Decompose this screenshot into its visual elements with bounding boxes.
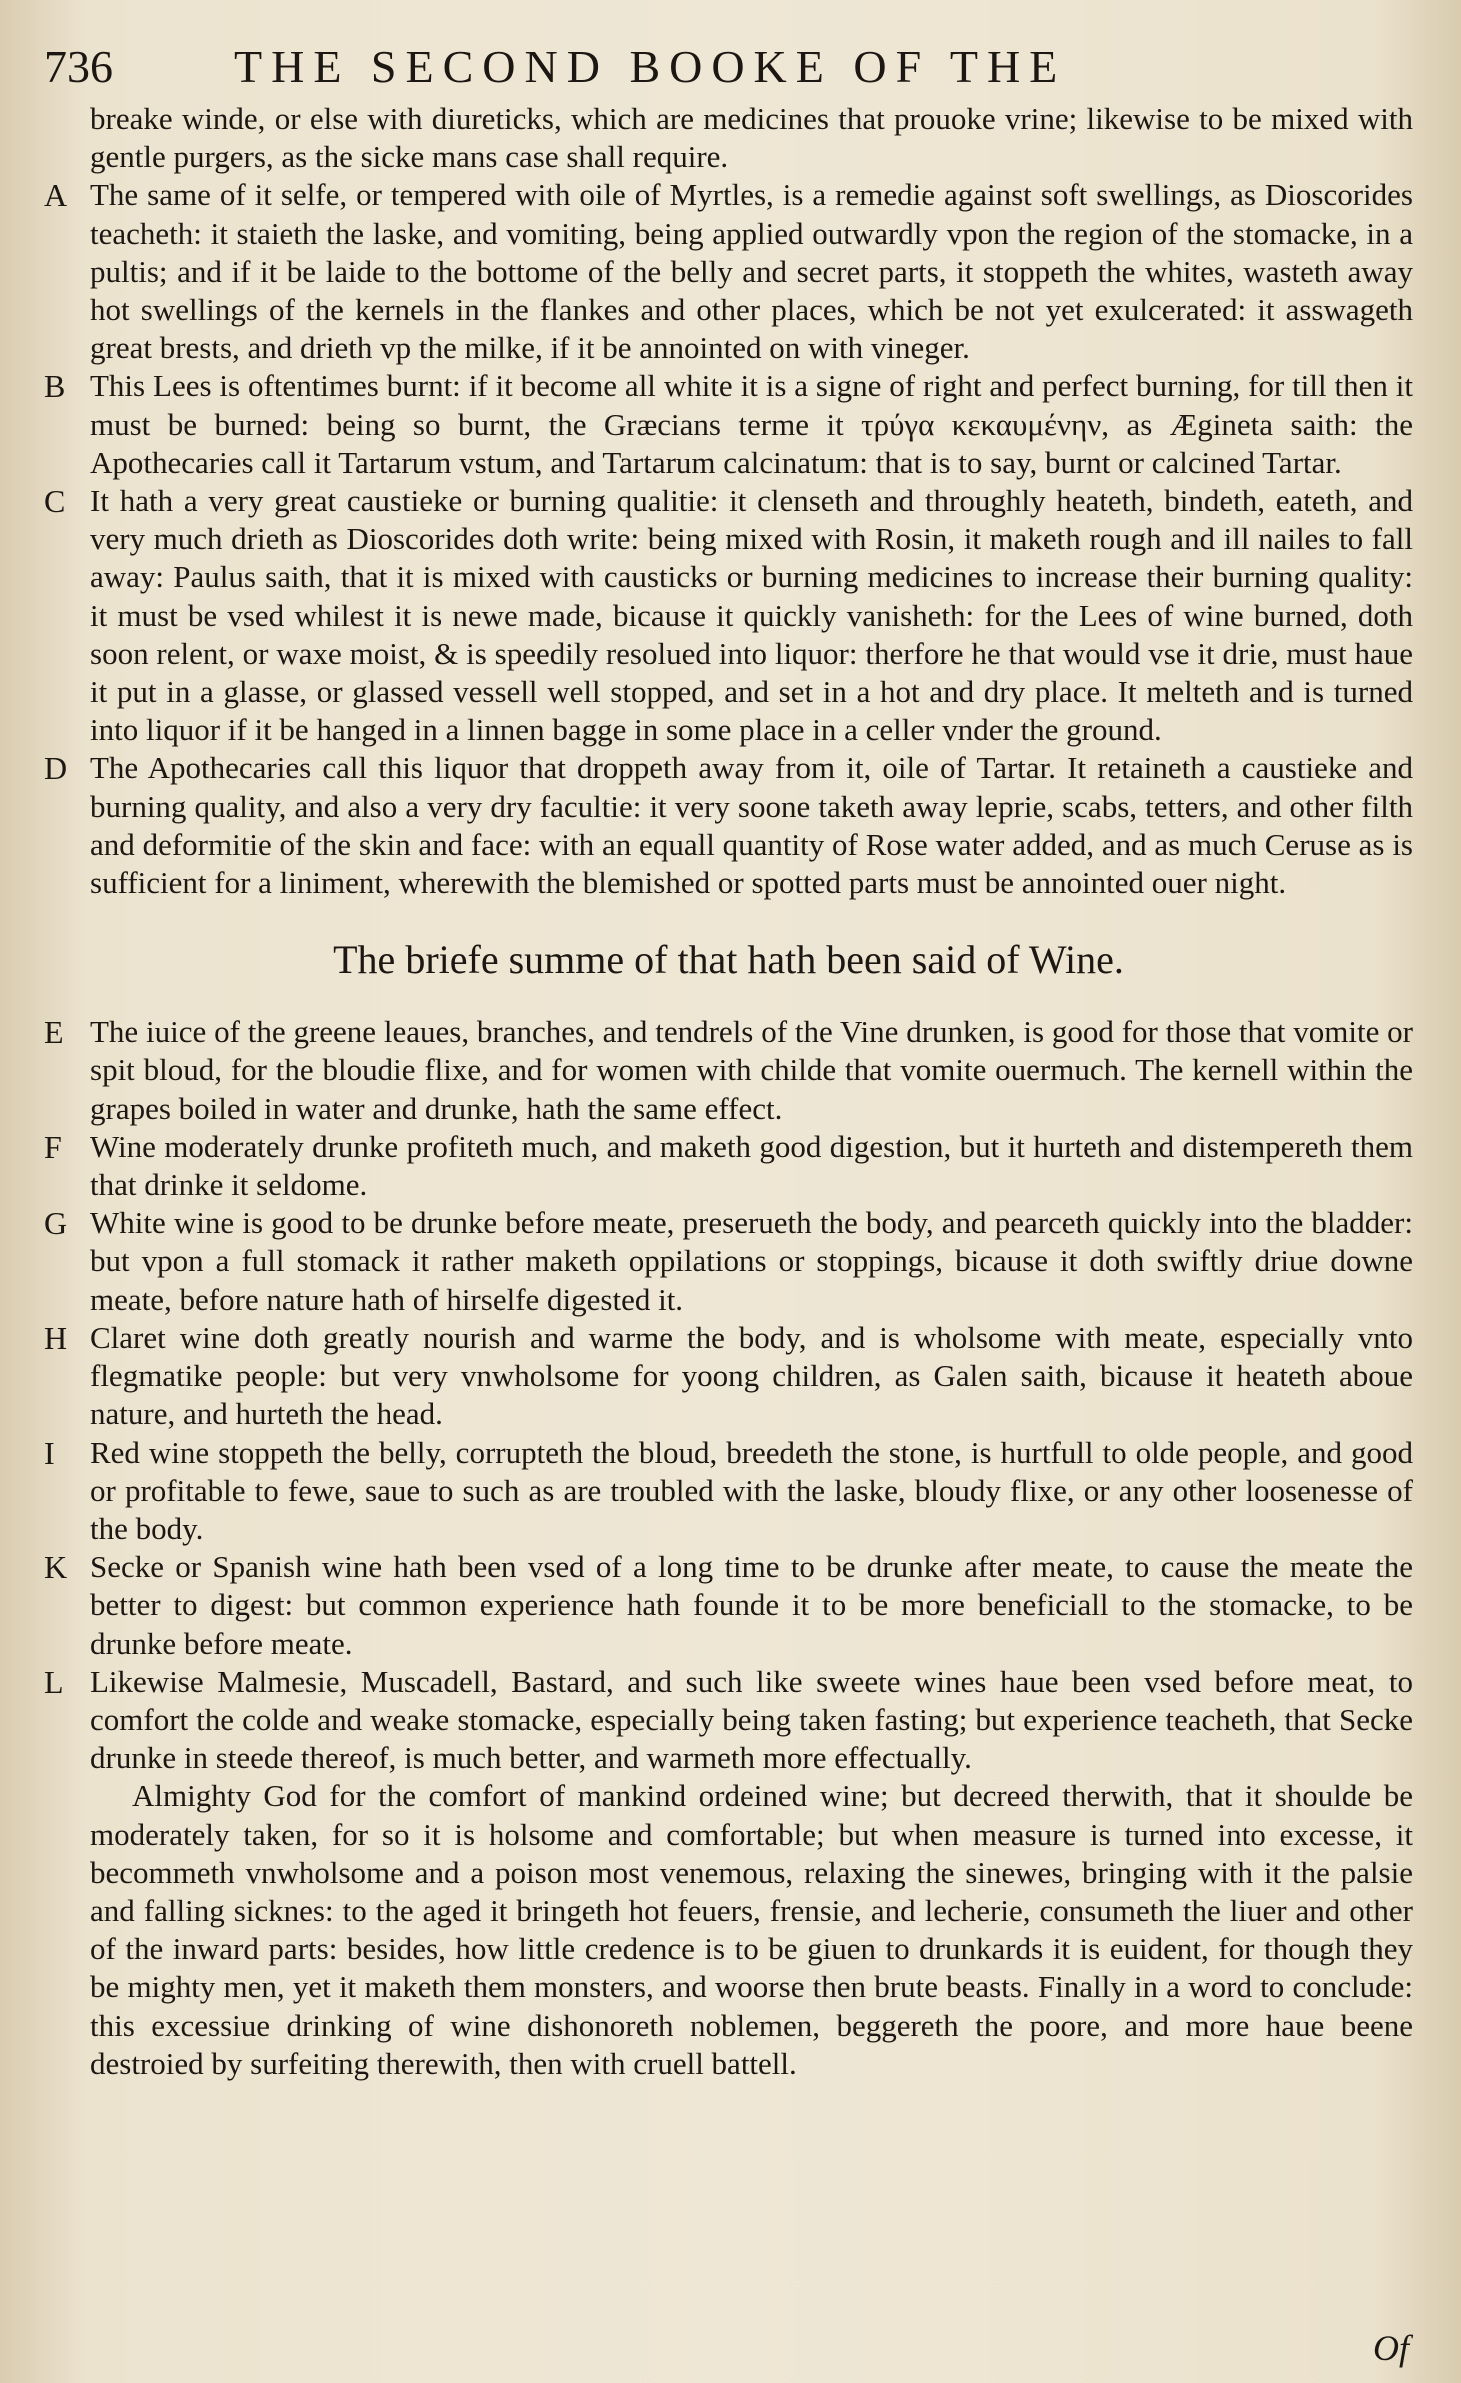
margin-letter: A	[44, 177, 68, 214]
paragraph-text: The Apothecaries call this liquor that droppeth away from it, oile of Tartar. It retaineth a caustieke and burning quality, and also a very dry facultie: it very soone taketh away leprie, scabs, tetters, and other filth and deformitie of the skin and face: with an equall quantity of Rose water added, and as much Ceruse as is sufficient for a liniment, wherewith the blemished or spotted parts must be annointed ouer night.	[90, 750, 1413, 901]
header-title: THE SECOND BOOKE OF THE	[234, 41, 1067, 92]
paragraph-text: breake winde, or else with diureticks, which are medicines that prouoke vrine; likewise to be mixed with gentle purgers, as the sicke mans case shall require.	[90, 101, 1413, 175]
catchword: Of	[1373, 2328, 1409, 2368]
closing-paragraph: Almighty God for the comfort of mankind ordeined wine; but decreed therwith, that it shoulde be moderately taken, for so it is holsome and comfortable; but when measure is turned into excesse, it becommeth vnwholsome and a poison most venemous, relaxing the sinewes, bringing with it the palsie and falling sicknes: to the aged it bringeth hot feuers, frensie, and lecherie, consumeth the liuer and other of the inward parts: besides, how little credence is to be giuen to drunkards it is euident, for though they be mighty men, yet it maketh them monsters, and woorse then brute beasts. Finally in a word to conclude: this excessiue drinking of wine dishonoreth noblemen, beggereth the poore, and more haue beene destroied by surfeiting therewith, then with cruell battell.	[90, 1778, 1413, 2081]
summary-section	[44, 1013, 1413, 2083]
paragraph-text: The iuice of the greene leaues, branches, and tendrels of the Vine drunken, is good for those that vomite or spit bloud, for the bloudie flixe, and for women with childe that vomite ouermuch. The kernell within the grapes boiled in water and drunke, hath the same effect.	[90, 1014, 1413, 1126]
margin-letter: H	[44, 1319, 68, 1356]
paragraph	[44, 176, 1413, 367]
paragraph-text: It hath a very great caustieke or burning qualitie: it clenseth and throughly heateth, bindeth, eateth, and very much drieth as Dioscorides doth write: being mixed with Rosin, it maketh rough and ill nailes to fall away: Paulus saith, that it is mixed with causticks or burning medicines to increase their burning quality: it must be vsed whilest it is newe made, bicause it quickly vanisheth: for the Lees of wine burned, doth soon relent, or waxe moist, & is speedily resolued into liquor: therfore he that would vse it drie, must haue it put in a glasse, or glassed vessell well stopped, and set in a hot and dry place. It melteth and is turned into liquor if it be hanged in a linnen bagge in some place in a celler vnder the ground.	[90, 483, 1413, 748]
paragraph	[44, 1128, 1413, 1204]
paragraph	[44, 1013, 1413, 1128]
margin-letter: F	[44, 1128, 62, 1165]
paragraph	[44, 367, 1413, 482]
section-title: The briefe summe of that hath been said of Wine.	[333, 937, 1124, 983]
margin-letter: G	[44, 1205, 68, 1242]
margin-letter: L	[44, 1663, 64, 1700]
paragraph	[44, 1319, 1413, 1434]
running-head	[44, 40, 1413, 100]
page-number: 736	[44, 41, 113, 92]
paragraph	[44, 1434, 1413, 1549]
margin-letter: K	[44, 1549, 68, 1586]
paragraph	[44, 1663, 1413, 1778]
paragraph	[48, 100, 1413, 176]
paragraph-text: White wine is good to be drunke before meate, preserueth the body, and pearceth quickly into the bladder: but vpon a full stomack it rather maketh oppilations or stoppings, bicause it doth swiftly driue downe meate, before nature hath of hirselfe digested it.	[90, 1205, 1413, 1317]
paragraph	[44, 1204, 1413, 1319]
margin-letter: I	[44, 1434, 55, 1471]
paragraph	[44, 1548, 1413, 1663]
top-section	[44, 100, 1413, 902]
margin-letter: C	[44, 483, 66, 520]
paragraph-text: Wine moderately drunke profiteth much, and maketh good digestion, but it hurteth and distempereth them that drinke it seldome.	[90, 1128, 1413, 1203]
paragraph	[44, 482, 1413, 749]
paragraph-text: Red wine stoppeth the belly, corrupteth the bloud, breedeth the stone, is hurtfull to olde people, and good or profitable to fewe, saue to such as are troubled with the laske, bloudy flixe, or any other loosenesse of the body.	[90, 1434, 1413, 1546]
paragraph-text: Claret wine doth greatly nourish and warme the body, and is wholsome with meate, especially vnto flegmatike people: but very vnwholsome for yoong children, as Galen saith, bicause it heateth aboue nature, and hurteth the head.	[90, 1319, 1413, 1432]
paragraph-text: Secke or Spanish wine hath been vsed of a long time to be drunke after meate, to cause the meate the better to digest: but common experience hath founde it to be more beneficiall to the stomacke, to be drunke before meate.	[90, 1549, 1413, 1661]
paragraph-text: The same of it selfe, or tempered with oile of Myrtles, is a remedie against soft swellings, as Dioscorides teacheth: it staieth the laske, and vomiting, being applied outwardly vpon the region of the stomacke, in a pultis; and if it be laide to the bottome of the belly and secret parts, it stoppeth the whites, wasteth away hot swellings of the kernels in the flankes and other places, which be not yet exulcerated: it asswageth great brests, and drieth vp the milke, if it be annointed on with vineger.	[90, 177, 1413, 366]
paragraph	[44, 749, 1413, 902]
margin-letter: D	[44, 750, 68, 787]
margin-letter: B	[44, 368, 66, 405]
paragraph-text: This Lees is oftentimes burnt: if it become all white it is a signe of right and perfect burning, for till then it must be burned: being so burnt, the Græcians terme it τρύγα κεκαυμένην, as Ægineta saith: the Apothecaries call it Tartarum vstum, and Tartarum calcinatum: that is to say, burnt or calcined Tartar.	[90, 368, 1413, 480]
margin-letter: E	[44, 1014, 64, 1051]
paragraph-text: Likewise Malmesie, Muscadell, Bastard, and such like sweete wines haue been vsed before meat, to comfort the colde and weake stomacke, especially being taken fasting; but experience teacheth, that Secke drunke in steede thereof, is much better, and warmeth more effectually.	[90, 1663, 1413, 1776]
